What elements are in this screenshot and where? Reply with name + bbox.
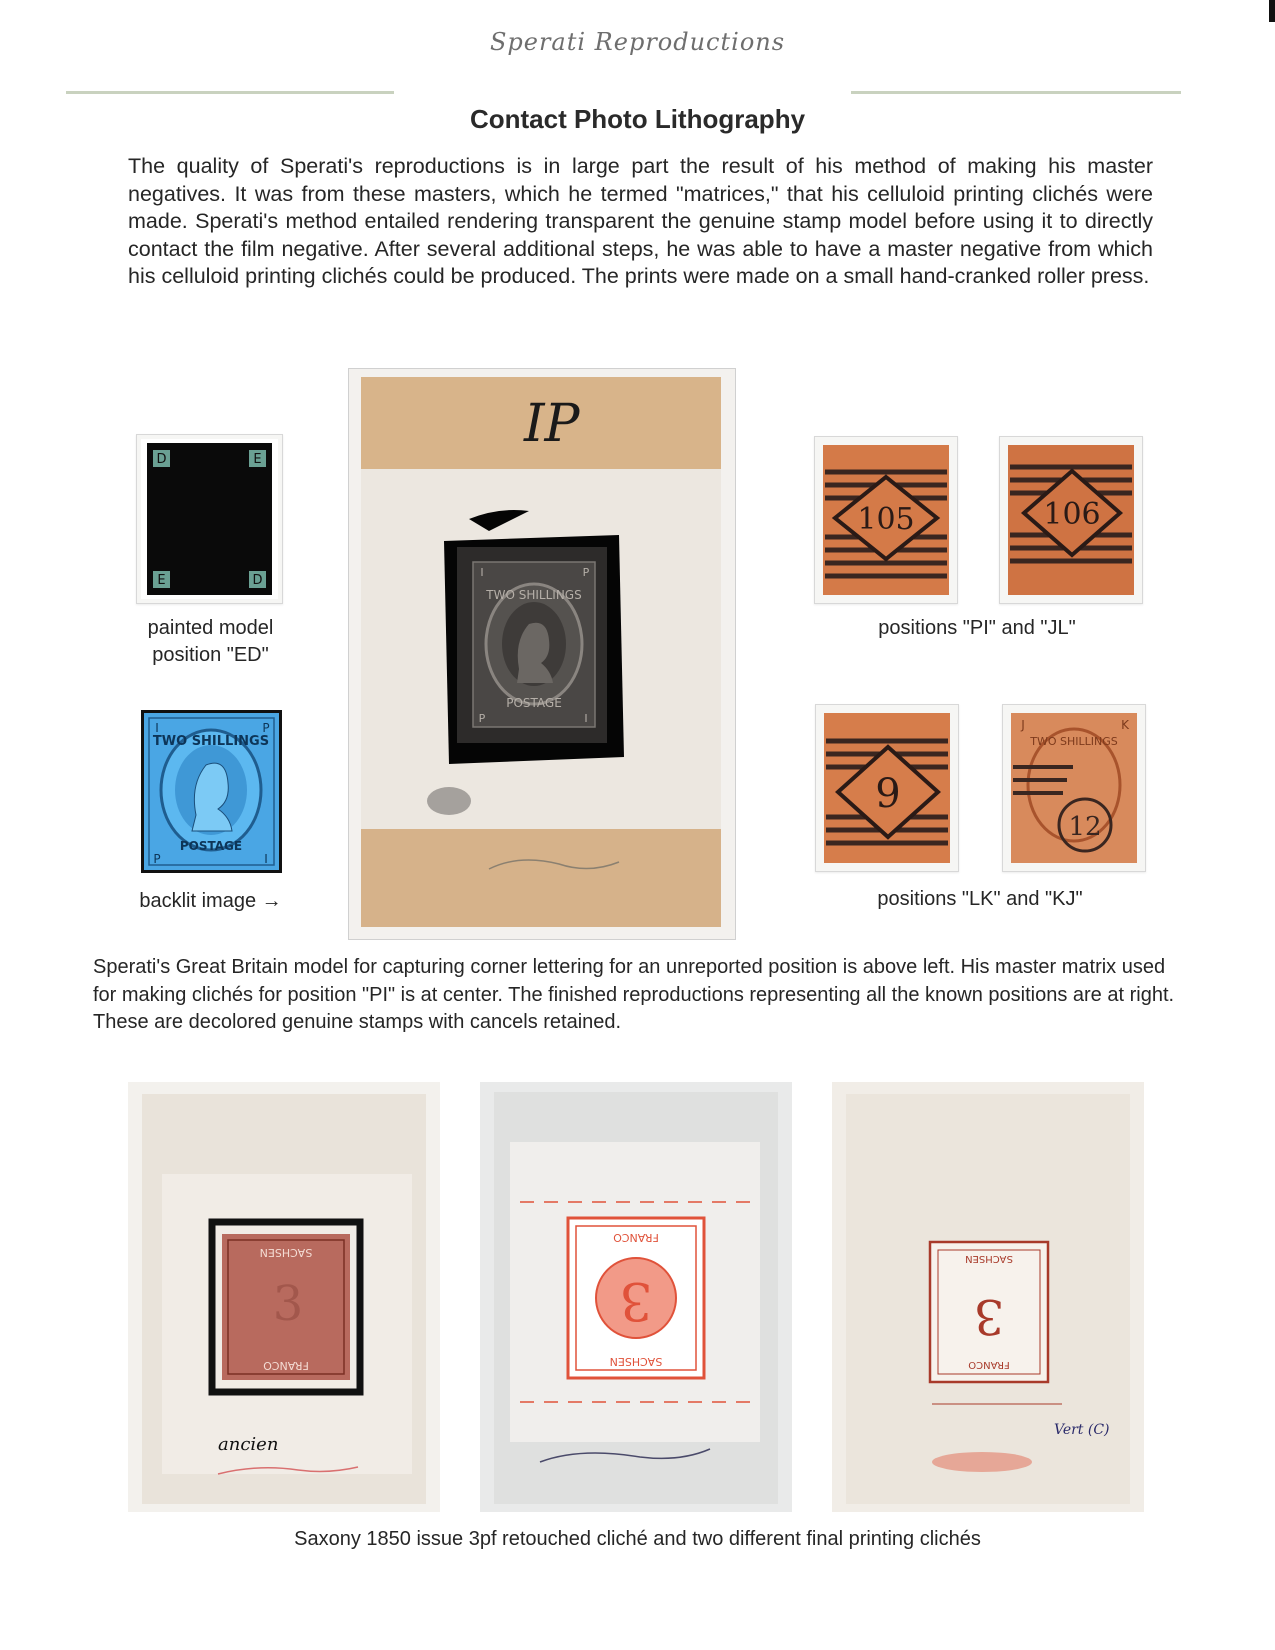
- saxony2-bottom: SACHSEN: [609, 1355, 663, 1368]
- matrix-top-text: TWO SHILLINGS: [486, 588, 582, 602]
- master-matrix-mount: [348, 368, 736, 940]
- backlit-corner-tr: P: [262, 721, 270, 735]
- stamp-pi-svg: [815, 437, 957, 603]
- stamp-kj: [1002, 704, 1146, 872]
- matrix-corner-tr: P: [582, 566, 590, 579]
- painted-corner-tr: E: [253, 452, 262, 467]
- saxony3-bottom: FRANCO: [968, 1359, 1010, 1370]
- positions-pi-jl-caption: positions "PI" and "JL": [878, 617, 1076, 639]
- backlit-corner-tl: I: [155, 721, 159, 735]
- saxony3-note: Vert (C): [1054, 1422, 1110, 1438]
- intro-paragraph: The quality of Sperati's reproductions is in large part the result of his method of making his master negatives. It was from these masters, which he termed "matrices," that his celluloid printing clichés were made. Sperati's method entailed rendering transparent the genuine stamp model before using it to directly contact the film negative. After several additional steps, he was able to have a master negative from which his celluloid printing clichés could be produced. The prints were made on a small hand-cranked roller press.: [128, 154, 1153, 288]
- kj-top-text: TWO SHILLINGS: [1030, 735, 1118, 748]
- backlit-bottom-text: POSTAGE: [179, 839, 243, 853]
- matrix-corner-br: I: [584, 712, 588, 725]
- saxony-final-cliche-1: [480, 1082, 792, 1512]
- matrix-corner-bl: P: [478, 712, 486, 725]
- saxony-retouched-svg: [128, 1082, 440, 1512]
- stamp-kj-svg: [1003, 705, 1145, 871]
- saxony1-note: ancien: [218, 1434, 279, 1455]
- painted-corner-tl: D: [156, 452, 167, 467]
- painted-corner-bl: E: [157, 573, 166, 588]
- stamp-jl-svg: [1000, 437, 1142, 603]
- stamp-lk-svg: [816, 705, 958, 871]
- header-title: Sperati Reproductions: [489, 28, 786, 56]
- saxony-final-cliche-2: [832, 1082, 1144, 1512]
- page-edge-mark: [1269, 0, 1275, 22]
- saxony-final1-svg: [480, 1082, 792, 1512]
- kj-corner-tr: K: [1121, 718, 1129, 732]
- kj-corner-tl: J: [1021, 718, 1025, 732]
- cancel-106: 106: [1043, 497, 1101, 532]
- backlit-svg: [141, 710, 282, 873]
- saxony3-numeral: 3: [973, 1288, 1005, 1344]
- stamp-pi: [814, 436, 958, 604]
- saxony2-top: FRANCO: [613, 1231, 659, 1244]
- saxony-final2-svg: [832, 1082, 1144, 1512]
- matrix-corner-tl: I: [480, 566, 484, 579]
- cancel-9: 9: [875, 771, 901, 817]
- positions-lk-kj-caption: positions "LK" and "KJ": [877, 888, 1083, 910]
- backlit-stamp: [141, 710, 282, 873]
- backlit-top-text: TWO SHILLINGS: [152, 734, 270, 749]
- cancel-12: 12: [1068, 812, 1102, 842]
- backlit-corner-br: I: [264, 852, 268, 866]
- matrix-bottom-text: POSTAGE: [506, 696, 562, 710]
- backlit-corner-bl: P: [153, 852, 161, 866]
- stamp-jl: [999, 436, 1143, 604]
- painted-model-caption: painted model position "ED": [147, 617, 274, 666]
- header-rule-right: [851, 91, 1181, 94]
- saxony-retouched-cliche: [128, 1082, 440, 1512]
- cancel-105: 105: [857, 502, 915, 537]
- backlit-caption: backlit image →: [139, 890, 282, 912]
- saxony1-bottom: FRANCO: [263, 1359, 309, 1372]
- description-paragraph: Sperati's Great Britain model for capturing corner lettering for an unreported position is above left. His master matrix used for making clichés for position "PI" is at center. The finished reproductions representing all the known positions are at right. These are decolored genuine stamps with cancels retained.: [93, 956, 1175, 1033]
- section-title: Contact Photo Lithography: [469, 104, 806, 134]
- saxony1-top: SACHSEN: [259, 1246, 313, 1259]
- painted-corner-br: D: [252, 573, 263, 588]
- saxony-caption: Saxony 1850 issue 3pf retouched cliché and two different final printing clichés: [294, 1528, 981, 1550]
- header-rule-left: [66, 91, 394, 94]
- master-matrix-svg: [349, 369, 735, 939]
- saxony2-numeral: 3: [619, 1270, 653, 1330]
- stamp-lk: [815, 704, 959, 872]
- saxony3-top: SACHSEN: [965, 1253, 1013, 1264]
- matrix-handwriting: IP: [524, 394, 580, 454]
- painted-model-svg: [137, 435, 282, 603]
- saxony1-numeral: 3: [272, 1276, 304, 1332]
- painted-model-stamp: [136, 434, 283, 604]
